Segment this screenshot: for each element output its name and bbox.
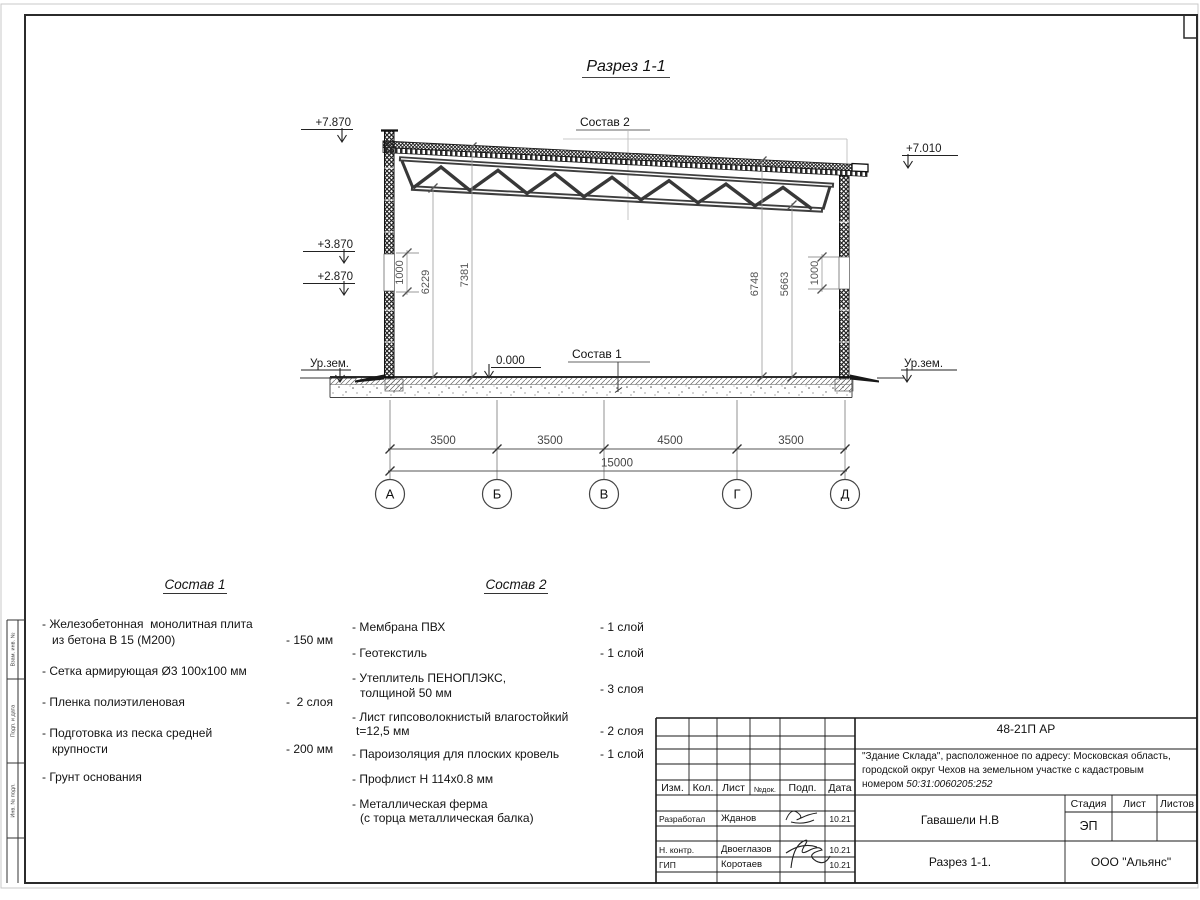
list-item: t=12,5 мм [356,724,410,738]
name-dvoeglazov: Двоеглазов [721,844,772,855]
svg-text:3500: 3500 [430,435,456,447]
elevation-arrow-icon [485,364,494,378]
role-nkontr: Н. контр. [659,845,695,855]
list-item: - Металлическая ферма [352,797,488,811]
author-name: Гавашели Н.В [920,813,1000,827]
svg-text:Ур.зем.: Ур.зем. [309,358,349,370]
signature-zhdanov [786,811,817,823]
dim-1000-left [394,249,419,297]
axis-label-v: В [599,486,609,502]
margin-label-1: Взам. инв. № [10,632,17,667]
signatures [786,811,830,868]
svg-text:+3.870: +3.870 [317,239,353,251]
elevation-arrow-icon [338,128,347,142]
list-item: (с торца металлическая балка) [360,811,534,825]
col-list: Лист [722,782,745,794]
svg-text:3500: 3500 [778,435,804,447]
corner-cell [1184,15,1197,38]
right-wall-panel-gap [839,257,850,289]
dim-1000-right [808,253,840,294]
axis-label-d: Д [840,486,850,502]
col-izm: Изм. [661,782,684,794]
list-item-value: - 3 слоя [600,682,644,696]
sostav1-title: Состав 1 [164,577,226,592]
date-r2: 10.21 [829,845,851,855]
axis-label-b: Б [492,486,502,502]
name-korotaev: Коротаев [721,859,763,870]
list-item: крупности [52,742,108,756]
svg-text:Состав 2: Состав 2 [580,115,630,129]
list-item: - Железобетонная монолитная плита [42,617,253,631]
elev-0000 [485,355,542,378]
axis-bubbles [376,480,860,509]
elevation-arrow-icon [904,154,913,168]
dim-1000-right-label: 1000 [809,260,821,286]
ground-wedge-right [850,375,879,383]
drawing-title: Разрез 1-1 [551,58,701,76]
list-item-value: - 2 слоя [600,724,644,738]
elev-2870 [303,271,355,295]
axis-label-g: Г [733,486,741,502]
list-item: - Лист гипсоволокнистый влагостойкий [352,710,569,724]
svg-text:Состав 1: Состав 1 [572,347,622,361]
list-item: - Геотекстиль [352,646,427,660]
svg-text:4500: 4500 [657,435,683,447]
col-podp: Подп. [788,782,817,794]
date-r3: 10.21 [829,860,851,870]
name-zhdanov: Жданов [721,813,757,824]
role-gip: ГИП [659,860,676,870]
left-wall [381,131,398,379]
date-r1: 10.21 [829,814,851,824]
right-footing [835,379,853,391]
project-desc-line2: городской округ Чехов на земельном участке с кадастровым [862,765,1144,776]
view-name: Разрез 1-1. [928,855,992,869]
list-item: - Подготовка из песка средней [42,726,213,740]
sheets-header: Листов [1159,798,1195,810]
col-ndoc: №док. [754,785,776,794]
list-item: - Мембрана ПВХ [352,620,446,634]
cadastral-number: 50:31:0060205:252 [906,779,993,790]
callout-sostav2 [576,115,650,130]
list-item-value: - 1 слой [600,646,644,660]
col-data: Дата [828,782,852,794]
role-razrabotal: Разработал [659,814,706,824]
company-name: ООО "Альянс" [1090,855,1172,869]
list-item: - Грунт основания [42,770,142,784]
list-item-value: - 150 мм [286,633,334,647]
dim-5663: 5663 [779,271,791,297]
span-dim-labels [430,435,804,470]
sostav2-title: Состав 2 [485,577,547,592]
stage-value: ЭП [1079,819,1098,833]
list-item: - Пароизоляция для плоских кровель [352,747,560,761]
list-item-value: - 200 мм [286,742,334,756]
list-item: - Пленка полиэтиленовая [42,695,185,709]
dim-6229: 6229 [420,269,432,295]
list-item: - Профлист Н 114х0.8 мм [352,772,494,786]
left-wall-panel-gap [384,254,395,291]
signature-kontr-gip [786,840,830,868]
list-item-value: - 1 слой [600,620,644,634]
svg-text:+2.870: +2.870 [317,271,353,283]
doc-code: 48-21П АР [996,722,1056,736]
dim-7381: 7381 [459,262,471,288]
list-item: - Утеплитель ПЕНОПЛЭКС, [352,671,507,685]
svg-text:+7.870: +7.870 [315,117,351,129]
elev-7870 [301,117,353,142]
total-dim-label: 15000 [601,457,633,470]
elev-ground-right [901,358,957,382]
sheet-header: Лист [1123,798,1146,810]
svg-text:0.000: 0.000 [496,355,525,367]
list-item: из бетона В 15 (М200) [52,633,176,647]
margin-strip [7,620,25,883]
elev-7010 [902,143,958,168]
margin-label-2: Подп. и дата [10,704,17,738]
roof-end-cap [852,164,868,172]
list-item: - Сетка армирующая Ø3 100х100 мм [42,664,247,678]
svg-text:3500: 3500 [537,435,563,447]
list-item: толщиной 50 мм [360,686,452,700]
left-footing [385,379,403,391]
svg-text:Ур.зем.: Ур.зем. [904,358,944,370]
bottom-dimensions [376,400,860,509]
list-item-value: - 2 слоя [286,695,333,709]
elev-3870 [303,239,355,263]
right-wall [839,176,850,378]
stage-header: Стадия [1070,798,1107,810]
vertical-dim-labels [420,263,791,296]
margin-label-3: Инв. № подл. [10,783,17,818]
dim-6748: 6748 [749,271,761,297]
svg-text:+7.010: +7.010 [906,143,942,155]
project-desc-line1: "Здание Склада", расположенное по адресу: Московская область, [862,751,1171,762]
dim-1000-left-label: 1000 [394,260,406,285]
project-desc-line3: номером 50:31:0060205:252 [862,779,993,790]
list-item-value: - 1 слой [600,747,644,761]
col-kol: Кол. [692,782,714,794]
axis-label-a: А [385,486,395,502]
